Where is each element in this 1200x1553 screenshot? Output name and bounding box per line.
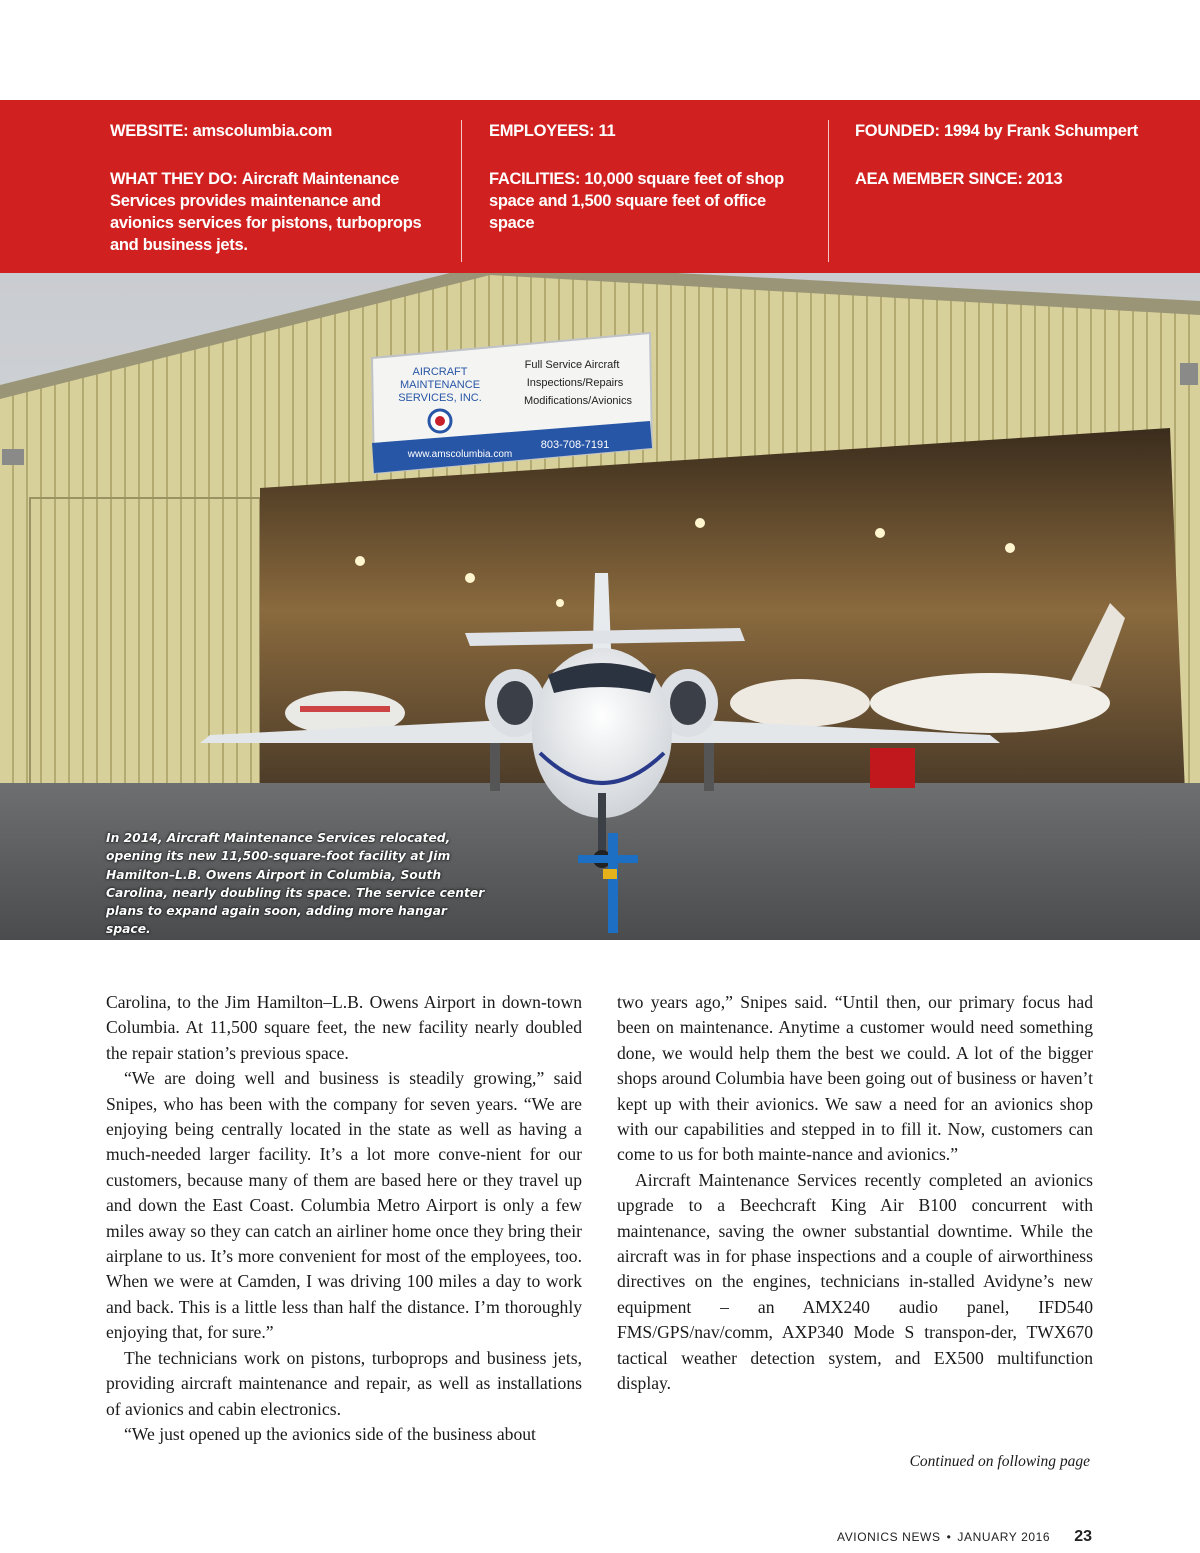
flood-light-left xyxy=(2,449,24,465)
employees-label: EMPLOYEES: xyxy=(489,122,595,140)
what-they-do-item xyxy=(110,168,440,256)
page-footer xyxy=(700,1528,1092,1546)
sign-company-line-2: MAINTENANCE xyxy=(399,379,481,391)
aea-member-item xyxy=(855,168,1175,190)
hangar-door-panel xyxy=(30,498,260,788)
article-column-left xyxy=(106,990,582,1447)
founded-item xyxy=(855,120,1175,142)
page-number: 23 xyxy=(1074,1528,1092,1545)
flood-light-right xyxy=(1180,363,1198,385)
article-paragraph: two years ago,” Snipes said. “Until then, our primary focus had been on maintenance. Anytime a customer would need something done, we would help them the best we could. A lot of the bigger shops around Columbia have been going out of business or haven’t kept up with their avionics. We saw a need for an avionics shop with our capabilities and stepped in to fill it. Now, customers can come to us for both mainte-nance and avionics.” xyxy=(617,992,1093,1165)
banner-divider xyxy=(461,120,462,262)
article-paragraph: The technicians work on pistons, turboprops and business jets, providing aircraft maintenance and repair, as well as installations of avionics and cabin electronics. xyxy=(106,1347,582,1419)
banner-column-2 xyxy=(489,120,809,260)
banner-divider xyxy=(828,120,829,262)
sign-company-line-3: SERVICES, INC. xyxy=(398,392,482,404)
article-paragraph: “We are doing well and business is steadily growing,” said Snipes, who has been with the company for seven years. “We are enjoying being centrally located in the state as well as having a much-needed larger facility. It’s a lot more conve-nient for our customers, because many of them are based here or they travel up and down the East Coast. Columbia Metro Airport is only a few miles away so they can catch an airliner home once they bring their airplane to us. It’s more convenient for most of the employees, too. When we were at Camden, I was driving 100 miles a day to work and back. This is a little less than half the distance. I’m thoroughly enjoying that, for sure.” xyxy=(106,1068,582,1343)
aea-member-value: 2013 xyxy=(1026,170,1063,188)
article-paragraph: “We just opened up the avionics side of the business about xyxy=(124,1423,536,1444)
sign-phone: 803-708-7191 xyxy=(540,439,610,451)
issue-date: JANUARY 2016 xyxy=(957,1530,1051,1544)
website-item xyxy=(110,120,440,142)
hangar-photo xyxy=(0,273,1200,940)
employees-value: 11 xyxy=(598,122,616,140)
article-column-right xyxy=(617,990,1093,1397)
sign-service-line-2: Inspections/Repairs xyxy=(526,377,624,389)
article-paragraph: Carolina, to the Jim Hamilton–L.B. Owens Airport in down-town Columbia. At 11,500 square feet, the new facility nearly doubled the repair station’s previous space. xyxy=(106,992,582,1063)
founded-value: 1994 by Frank Schumpert xyxy=(943,122,1138,140)
continued-note: Continued on following page xyxy=(909,1453,1090,1470)
banner-column-1 xyxy=(110,120,440,282)
website-label: WEBSITE: xyxy=(110,122,189,140)
banner-column-3 xyxy=(855,120,1175,216)
sign-company-line-1: AIRCRAFT xyxy=(412,366,468,378)
aea-member-label: AEA MEMBER SINCE: xyxy=(855,170,1023,188)
footer-separator: • xyxy=(946,1530,952,1544)
facilities-label: FACILITIES: xyxy=(489,170,581,188)
what-they-do-value: Aircraft Maintenance Services provides maintenance and avionics services for pistons, turboprops and business jets. xyxy=(110,170,422,254)
sign-service-line-3: Modifications/Avionics xyxy=(523,395,633,407)
photo-caption: In 2014, Aircraft Maintenance Services relocated, opening its new 11,500-square-foot facility at Jim Hamilton–L.B. Owens Airport in Columbia, South Carolina, nearly doubling its space. The service center plans to expand again soon, adding more hangar space. xyxy=(106,831,485,937)
website-value: amscolumbia.com xyxy=(192,122,333,140)
employees-item xyxy=(489,120,809,142)
publication-name: AVIONICS NEWS xyxy=(836,1530,941,1544)
sign-service-line-1: Full Service Aircraft xyxy=(524,359,620,371)
founded-label: FOUNDED: xyxy=(855,122,940,140)
company-sign xyxy=(372,333,652,473)
company-info-banner xyxy=(0,100,1200,273)
sign-url: www.amscolumbia.com xyxy=(407,449,513,460)
article-paragraph: Aircraft Maintenance Services recently completed an avionics upgrade to a Beechcraft King Air B100 concurrent with maintenance, saving the owner substantial downtime. While the aircraft was in for phase inspections and a couple of airworthiness directives on the engines, technicians in-stalled Avidyne’s new equipment – an AMX240 audio panel, IFD540 FMS/GPS/nav/comm, AXP340 Mode S transpon-der, TWX670 tactical weather detection system, and EX500 multifunction display. xyxy=(617,1169,1093,1394)
what-they-do-label: WHAT THEY DO: xyxy=(110,170,238,188)
facilities-item xyxy=(489,168,809,234)
facilities-value: 10,000 square feet of shop space and 1,500 square feet of office space xyxy=(489,170,784,232)
